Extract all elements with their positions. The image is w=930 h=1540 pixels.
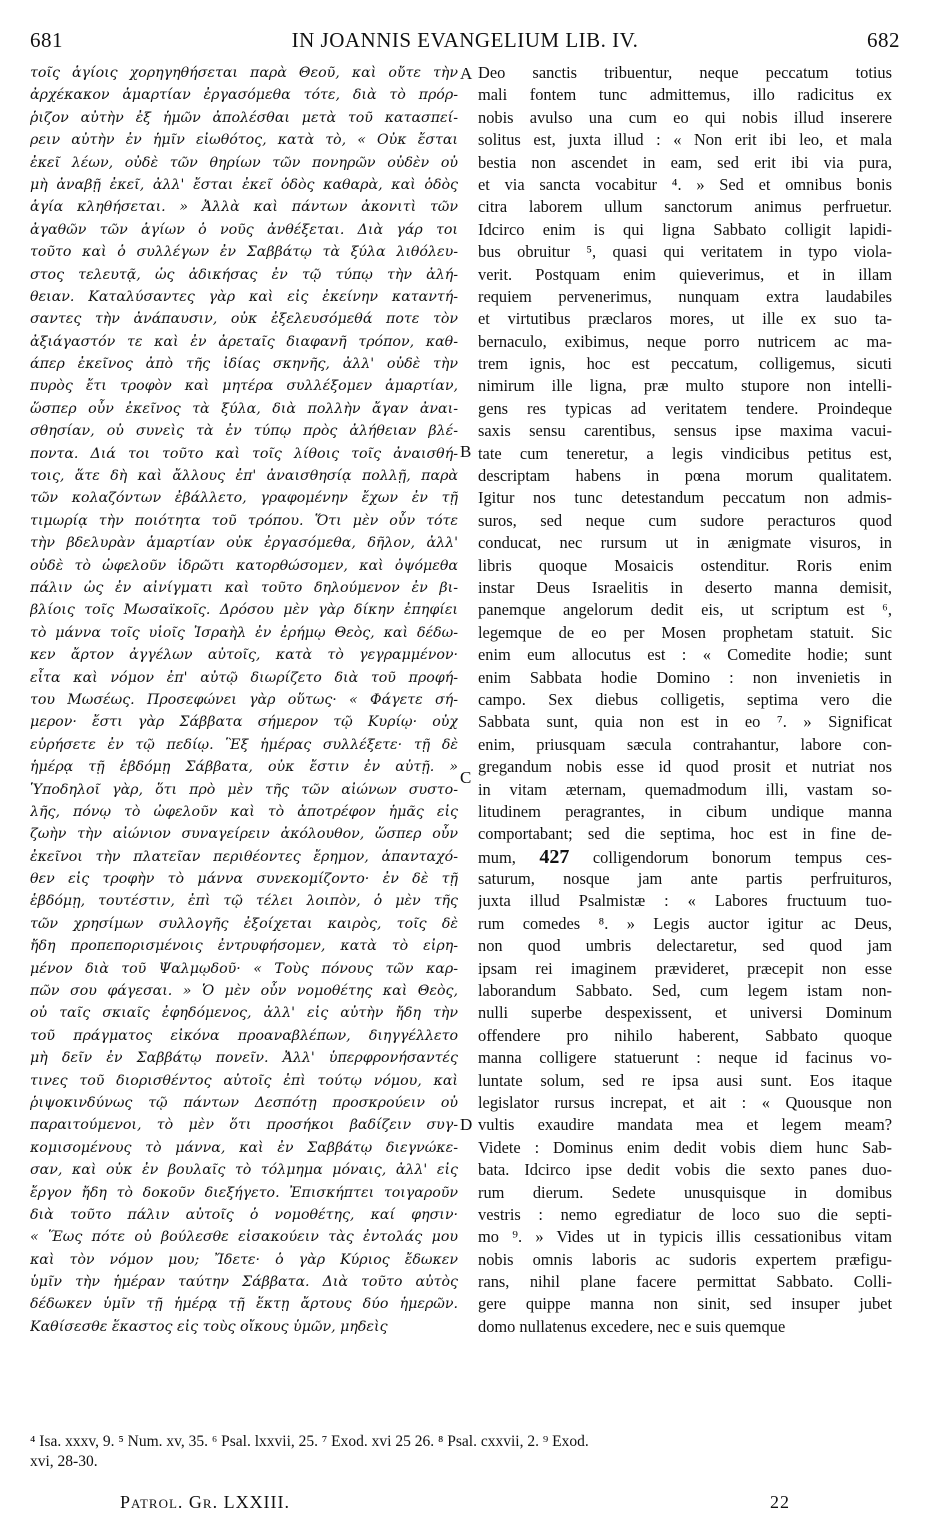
text-line: gens res typicas ad veritatem tendere. Proindeque — [478, 398, 892, 418]
text-line: θειαν. Καταλύσαντες γὰρ καὶ εἰς ἐκείνην καταντή- — [30, 288, 458, 305]
text-line: θεν εἰς τροφὴν τὸ μάννα συνεκομίζοντο· ἐν δὲ τῇ — [30, 871, 458, 888]
text-line: enim, priusquam sæcula contrahantur, labore con- — [478, 734, 892, 754]
greek-column — [30, 62, 458, 1432]
text-line: citra laborem ullum sanctorum animus perfruetur. — [478, 197, 892, 217]
text-line: δέδωκεν ὑμῖν τῇ ἡμέρᾳ τῇ ἕκτῃ ἄρτους δύο ἡμερῶν. — [30, 1296, 458, 1313]
page-header — [30, 28, 900, 58]
margin-marker-c: C — [460, 768, 472, 787]
text-line: bata. Idcirco ipse dedit vobis die sexto panes duo- — [478, 1160, 892, 1180]
page-number-left: 681 — [30, 28, 63, 52]
text-line: τῶν χρησίμων συλλογῆς ἐξοίχεται καιρὸς, τοῖς δὲ — [30, 915, 458, 932]
text-line: rum dierum. Sedete unusquisque in domibus — [478, 1182, 892, 1202]
text-line: Ὑποδηλοῖ γὰρ, ὅτι πρὸ μὲν τῆς τῶν αἰώνων συστο- — [30, 781, 458, 798]
text-line: ὥσπερ οὖν ἐκεῖνος τὰ ξύλα, διὰ πολλὴν ἄγαν ἀναι- — [30, 400, 458, 417]
text-line: non quod umbris delectaretur, sed quod jam — [478, 936, 892, 956]
text-line: Deo sanctis tribuentur, neque peccatum totius — [478, 63, 892, 82]
text-line: ρειν αὐτὴν ἐν ἡμῖν εἰωθότος, κατὰ τὸ, « Οὐκ ἔσται — [30, 132, 458, 149]
text-line: bestia non ascendet in eam, sed erit ibi via pura, — [478, 152, 892, 172]
text-line: ῥιζον αὐτὴν ἐξ ἡμῶν ἀπολέσθαι μετὰ τοῦ κατασπεί- — [30, 109, 458, 126]
page-number-right: 682 — [867, 28, 900, 52]
text-line: μὴ ἀναβῇ ἐκεῖ, ἀλλ' ἔσται ἐκεῖ ὁδὸς καθαρὰ, καὶ ὁδὸς — [30, 176, 458, 193]
text-line: gregandum nobis esse id quod prosit et nutriat nos — [478, 757, 892, 777]
text-line: άπερ ἐκεῖνος ἀπὸ τῆς ἰδίας σκηνῆς, ἀλλ' οὐδὲ τὴν — [30, 356, 458, 373]
text-line: ποντα. Διά τοι τοῦτο καὶ τοῖς λίθοις τοῖς ἀναισθή- — [30, 445, 458, 462]
text-line: πῶν σου φάγεσαι. » Ὁ μὲν οὖν νομοθέτης καὶ Θεὸς, — [30, 983, 458, 1000]
text-line: verit. Postquam enim quieverimus, et in illam — [478, 264, 892, 284]
text-line: ῥιψοκινδύνως τῷ πάντων Δεσπότῃ προσκρούειν οὐ — [30, 1094, 458, 1111]
text-line: nimirum ille ligna, præ multo stupore non intelli- — [478, 376, 892, 396]
text-line: et via sancta vocabitur ⁴. » Sed et omnibus bonis — [478, 174, 892, 194]
text-line: suros, sed neque cum sudore peracturos quod — [478, 510, 892, 530]
text-line: οὐδὲ τὸ ὠφελοῦν ἱδρῶτι κατορθώσομεν, καὶ ὀψόμεθα — [30, 557, 458, 574]
text-line: κεν ἄρτον ἀγγέλων αὐτοῖς, κατὰ τὸ γεγραμμένον· — [30, 647, 458, 664]
text-line: in vitam æternam, quemadmodum illi, vastam so- — [478, 779, 892, 799]
text-line: κομισομένους τὸ μάννα, καὶ ἐν Σαββάτῳ διεγνώκε- — [30, 1139, 458, 1156]
text-line: descriptam habens in pœna morum qualitatem. — [478, 466, 892, 486]
text-line: ἤδη προπεπορισμένοις ἐντρυφήσομεν, κατὰ τὸ εἰρη- — [30, 938, 458, 955]
text-line: ἀγαθῶν τῶν ἁγίων ὁ νοῦς ἀνθέξεται. Διὰ γάρ τοι — [30, 221, 458, 238]
text-line: λῆς, πόνῳ τὸ ὠφελοῦν καὶ τὸ ἀποτρέφον ἡμᾶς εἰς — [30, 803, 458, 820]
text-line: vestris : nemo egrediatur de loco suo die septi- — [478, 1204, 892, 1224]
text-line: στος τελευτᾷ, ὡς ἀδικήσας ἐν τῷ τύπῳ τὴν ἀλή- — [30, 266, 458, 283]
text-line: ἀξιάγαστόν τε καὶ ἐν ἀρεταῖς διαφανῆ τρόπον, καθ- — [30, 333, 458, 350]
text-line: trem ignis, hoc est peccatum, colligemus, sicuti — [478, 354, 892, 374]
text-line: panemque angelorum dedit eis, ut scriptum est ⁶, — [478, 600, 892, 620]
text-line: bus obruitur ⁵, quasi qui veritatem in typo viola- — [478, 242, 892, 262]
text-line: μένον διὰ τοῦ Ψαλμῳδοῦ· « Τοὺς πόνους τῶν καρ- — [30, 960, 458, 977]
text-line: τοις, ἅτε δὴ καὶ ἄλλους ἐπ' ἀναισθησίᾳ πολλῇ, παρὰ — [30, 468, 458, 485]
margin-marker-b: B — [460, 442, 472, 461]
text-line: offendere pro nihilo haberent, Sabbato quoque — [478, 1025, 892, 1045]
text-line: vultis exaudire mandata mea et legem meam? — [478, 1115, 892, 1135]
margin-marker-a: A — [460, 64, 473, 83]
text-line: saturum, nosque jam ante partis perfruituros, — [478, 869, 892, 889]
text-line: πυρὸς ἔτι τροφὸν καὶ μητέρα συλλέξομεν ἁμαρτίαν, — [30, 378, 458, 395]
line-start: mum, — [478, 847, 540, 867]
text-line: legislator rursus increpat, et ait : « Quousque non — [478, 1092, 892, 1112]
text-line: ἐκεῖ λέων, οὐδὲ τῶν θηρίων τῶν πονηρῶν οὐδὲν οὐ — [30, 154, 458, 171]
text-line: τὸ μάννα τοῖς υἱοῖς Ἰσραὴλ ἐν ἐρήμῳ Θεὸς, καὶ δέδω- — [30, 624, 458, 641]
footnote-line: xvi, 28-30. — [30, 1453, 98, 1470]
text-line: πάλιν ὡς ἐν αἰνίγματι καὶ τοῦτο δηλούμενον ἐν βι- — [30, 579, 458, 596]
text-line: et virtutibus præclaros mores, ut ille ex suo ta- — [478, 309, 892, 329]
text-line: rum comedes ⁸. » Legis auctor igitur ac Deus, — [478, 913, 892, 933]
text-line: Sabbata sunt, quia non est in eo ⁷. » Significat — [478, 712, 892, 732]
text-line: Videte : Dominus enim dedit vobis diem hunc Sab- — [478, 1137, 892, 1157]
text-line: ἔργον ἤδη τὸ δοκοῦν διεξήγετο. Ἐπισκήπτει τοιγαροῦν — [30, 1184, 458, 1201]
text-line: τοῦ πράγματος εἰκόνα προαναβλέπων, διηγγέλλετο — [30, 1027, 458, 1044]
text-line: nobis avulso una cum eo qui nobis illud inserere — [478, 107, 892, 127]
text-line: του Μωσέως. Προσεφώνει γὰρ οὕτως· « Φάγετε σή- — [30, 691, 458, 708]
text-line: σαν, καὶ οὐκ ἐν βουλαῖς τὸ τόλμημα μόναις, ἀλλ' εἰς — [30, 1162, 458, 1179]
series-signature: Patrol. Gr. LXXIII. — [120, 1492, 291, 1512]
text-line: juxta illud Psalmistæ : « Labores fructuum tuo- — [478, 891, 892, 911]
text-line: laborandum Sabbato. Sed, cum legem istam non- — [478, 981, 892, 1001]
text-line: tate cum teneretur, a legis vindicibus petitus est, — [478, 443, 892, 463]
text-line: saxis sensu carentibus, sensus ipse maxima vacui- — [478, 421, 892, 441]
text-line: οὐ ταῖς σκιαῖς ἐφηδόμενος, ἀλλ' εἰς αὐτὴν ἤδη τὴν — [30, 1005, 458, 1022]
text-line: βλίοις τοῖς Μωσαϊκοῖς. Δρόσου μὲν γὰρ δίκην ἐπηφίει — [30, 602, 458, 619]
footnotes — [30, 1432, 900, 1472]
text-line: ἁγία κληθήσεται. » Ἀλλὰ καὶ πάντων ἀκονιτὶ τῶν — [30, 199, 458, 216]
text-line: Idcirco enim is qui ligna Sabbato colligit lapidi- — [478, 219, 892, 239]
text-line: τοῦτο καὶ ὁ συλλέγων ἐν Σαββάτῳ τὰ ξύλα λιθόλευ- — [30, 244, 458, 261]
text-line: μερον· ἔστι γὰρ Σάββατα σήμερον τῷ Κυρίῳ· οὐχ — [30, 714, 458, 731]
text-line: enim eum allocutus est : « Comedite hodie; sunt — [478, 645, 892, 665]
text-line: legemque de eo per Mosen prophetam statuit. Sic — [478, 622, 892, 642]
text-line: manna colligere statuerunt : neque id facinus vo- — [478, 1048, 892, 1068]
text-line: τινες τοῦ διορισθέντος αὐτοῖς ἐπὶ τούτῳ νόμου, καὶ — [30, 1072, 458, 1089]
text-line: instar Deus Israelitis in deserto manna demisit, — [478, 577, 892, 597]
text-line: nulli superbe despexissent, et universi Dominum — [478, 1003, 892, 1023]
text-line: ἑβδόμῃ, τουτέστιν, ἐπὶ τῷ τέλει λοιπὸν, ὁ μὲν τῆς — [30, 893, 458, 910]
text-line: gere quippe manna non sinit, sed insuper jubet — [478, 1294, 892, 1314]
text-line: solitus est, juxta illud : « Non erit ibi leo, et mala — [478, 130, 892, 150]
text-line: conducat, nec rursum ut in ænigmate visuros, in — [478, 533, 892, 553]
page-footer — [120, 1492, 810, 1518]
text-line: mo ⁹. » Vides ut in typicis illis cessationibus vitam — [478, 1227, 892, 1247]
text-line: τῶν κολαζόντων ἐβάλλετο, γραφομένην ἔχων ἐν τῇ — [30, 490, 458, 507]
text-line: domo nullatenus excedere, nec e suis quemque — [478, 1316, 786, 1336]
text-line: rans, nihil plane facere permittat Sabbato. Colli- — [478, 1272, 892, 1292]
text-line: requiem pervenerimus, nunquam extra laudabiles — [478, 286, 892, 306]
line-end: colligendorum bonorum tempus ces- — [569, 847, 892, 867]
text-line: bernaculo, exibimus, neque porro nutricem ac ma- — [478, 331, 892, 351]
text-line: σθησίαν, οὐ συνεὶς τὰ ἐν τύπῳ πρὸς ἀλήθειαν βλέ- — [30, 423, 458, 440]
column-number: 427 — [539, 845, 570, 868]
text-line: καὶ τὸν νόμον μου; Ἴδετε· ὁ γὰρ Κύριος ἔδωκεν — [30, 1251, 458, 1268]
text-line: μὴ δεῖν ἐν Σαββάτῳ πονεῖν. Ἀλλ' ὑπερφρονήσαντές — [30, 1050, 458, 1067]
text-line: mali fontem tunc admittemus, illo radicitus ex — [478, 85, 892, 105]
text-line: τιμωρίᾳ τὴν ποιότητα τοῦ τρόπου. Ὅτι μὲν οὖν τότε — [30, 512, 458, 529]
latin-column — [478, 62, 892, 1432]
text-line: εὑρήσετε ἐν τῷ πεδίῳ. Ἓξ ἡμέρας συλλέξετε· τῇ δὲ — [30, 736, 458, 753]
text-line: « Ἕως πότε οὐ βούλεσθε εἰσακούειν τὰς ἐντολάς μου — [30, 1229, 458, 1246]
text-line: τοῖς ἁγίοις χορηγηθήσεται παρὰ Θεοῦ, καὶ οὔτε τὴν — [30, 65, 458, 81]
text-line: ἐκεῖνοι τὴν πλατεῖαν περιθέοντες ἔρημον, ἁπανταχό- — [30, 848, 458, 865]
text-line: ἀρχέκακον ἁμαρτίαν ἐργασόμεθα τότε, διὰ τὸ πρόρ- — [30, 87, 458, 104]
text-line: εἶτα καὶ νόμον ἐπ' αὐτῷ διωρίζετο διὰ τοῦ προφή- — [30, 669, 458, 686]
text-line: τὴν βδελυρὰν ἁμαρτίαν οὐκ ἐργασόμεθα, δῆλον, ἀλλ' — [30, 535, 458, 552]
text-line: nobis omnis laboris ac sudoris expertem præfigu- — [478, 1249, 892, 1269]
text-line — [478, 846, 892, 868]
text-line: ipsam rei imaginem prævideret, præcepit non esse — [478, 958, 892, 978]
text-line: Καθίσεσθε ἕκαστος εἰς τοὺς οἴκους ὑμῶν, μηδεὶς — [30, 1318, 388, 1335]
margin-marker-d: D — [460, 1115, 473, 1134]
running-title: IN JOANNIS EVANGELIUM LIB. IV. — [291, 28, 639, 52]
text-line: ὑμῖν τὴν ἡμέραν ταύτην Σάββατα. Διὰ τοῦτο αὐτὸς — [30, 1274, 458, 1291]
text-line: campo. Sex diebus colligetis, septima vero die — [478, 689, 892, 709]
text-line: Igitur nos tunc detestandum peccatum non admis- — [478, 488, 892, 508]
text-line: σαντες τὴν ἀνάπαυσιν, οὐκ ἐξελευσόμεθά ποτε τὸν — [30, 311, 458, 328]
signature-number: 22 — [770, 1492, 790, 1512]
text-line: διὰ τοῦτο πάλιν αὐτοῖς ὁ νομοθέτης, καί φησιν· — [30, 1206, 458, 1223]
text-line: ἡμέρᾳ τῇ ἑβδόμῃ Σάββατα, οὐκ ἔστιν ἐν αὐτῇ. » — [30, 759, 458, 776]
text-line: comportabant; sed die septima, hoc est in fine de- — [478, 824, 892, 844]
text-line: παραιτούμενοι, τὸ μὲν ὅτι προσήκοι βαδίζειν συγ- — [30, 1117, 458, 1134]
text-line: luntate solum, sed re ipsa ausi sunt. Eos itaque — [478, 1070, 892, 1090]
text-line: enim Sabbata hodie Domino : non invenietis in — [478, 667, 892, 687]
footnote-line: ⁴ Isa. xxxv, 9. ⁵ Num. xv, 35. ⁶ Psal. lxxvii, 25. ⁷ Exod. xvi 25 26. ⁸ Psal. cxxvii, 2. ⁹ Exod. — [30, 1433, 589, 1450]
text-line: libris quoque Mosaicis ostenditur. Roris enim — [478, 555, 892, 575]
text-line: litudinem peragrantes, in cibum undique manna — [478, 801, 892, 821]
text-line: ζωὴν τὴν αἰώνιον συναγείρειν ἀκόλουθον, ὥσπερ οὖν — [30, 826, 458, 843]
